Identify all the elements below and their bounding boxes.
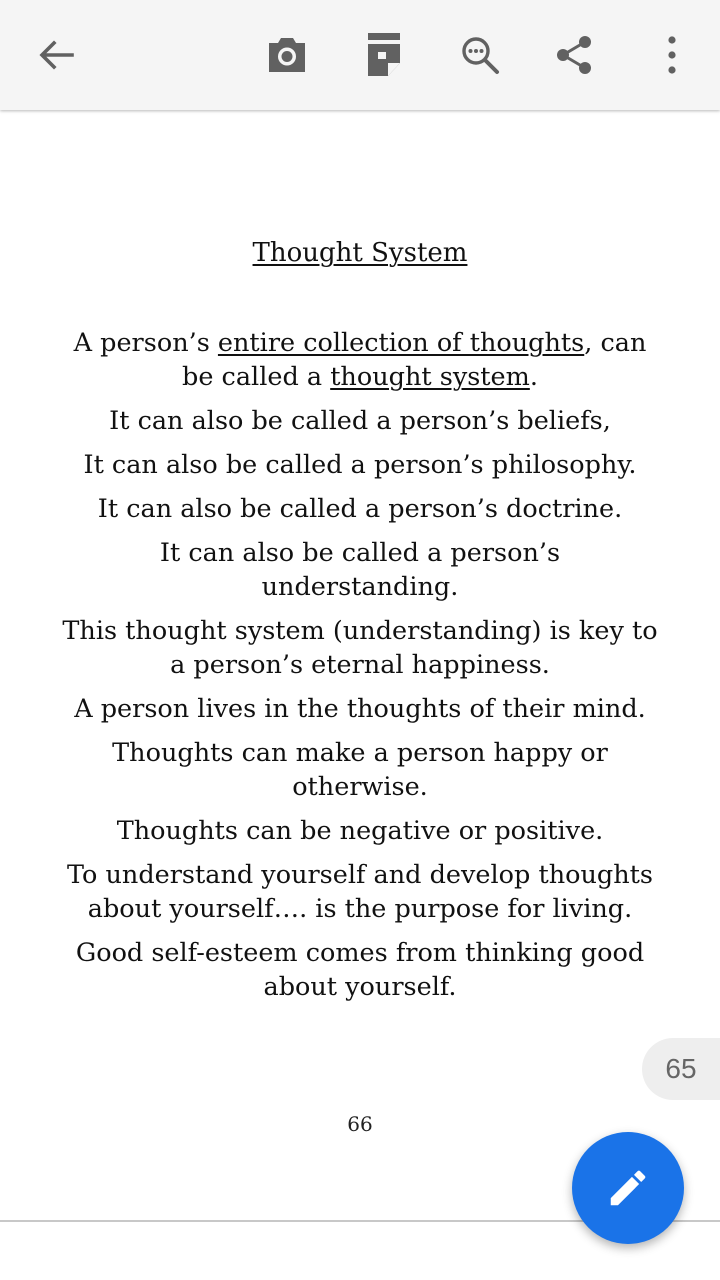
edit-fab-button[interactable] [572,1132,684,1244]
intro-text-start: A person’s [73,328,218,358]
back-button[interactable] [24,23,88,87]
intro-text-middle: , can be called a [182,328,647,392]
intro-text-end: . [529,362,538,392]
page-indicator[interactable]: 65 [642,1038,720,1100]
underlined-phrase-thought-system: thought system [330,362,530,392]
paragraph-intro [60,326,660,394]
paragraph-line: Thoughts can be negative or positive. [116,816,604,846]
edit-pencil-icon [605,1165,651,1211]
top-toolbar [0,0,720,110]
screenshot-button[interactable] [255,23,319,87]
search-button[interactable] [448,23,512,87]
paragraph-line: This thought system (understanding) is key to a person’s eternal happiness. [62,616,658,680]
share-icon [554,35,594,75]
document-body [60,326,660,1014]
paragraph-line: It can also be called a person’s philosophy. [83,450,637,480]
page-number: 66 [347,1112,373,1136]
paragraph-line: It can also be called a person’s understanding. [159,538,561,602]
camera-icon [265,35,309,75]
underlined-phrase-collection: entire collection of thoughts [217,328,585,358]
paragraph-line: Good self-esteem comes from thinking good about yourself. [75,938,645,1002]
paragraph-line: It can also be called a person’s doctrine. [97,494,623,524]
paragraph-line: To understand yourself and develop thoughts about yourself…. is the purpose for living. [66,860,653,924]
back-arrow-icon [36,35,76,75]
share-button[interactable] [542,23,606,87]
page-layout-icon [366,33,402,77]
page-title: Thought System [252,238,468,268]
search-icon [460,35,500,75]
more-options-button[interactable] [640,23,704,87]
document-page [0,110,720,1220]
paragraph-line: A person lives in the thoughts of their mind. [74,694,646,724]
more-vert-icon [666,35,678,75]
page-layout-button[interactable] [352,23,416,87]
paragraph-line: It can also be called a person’s beliefs, [109,406,611,436]
paragraph-line: Thoughts can make a person happy or otherwise. [112,738,608,802]
